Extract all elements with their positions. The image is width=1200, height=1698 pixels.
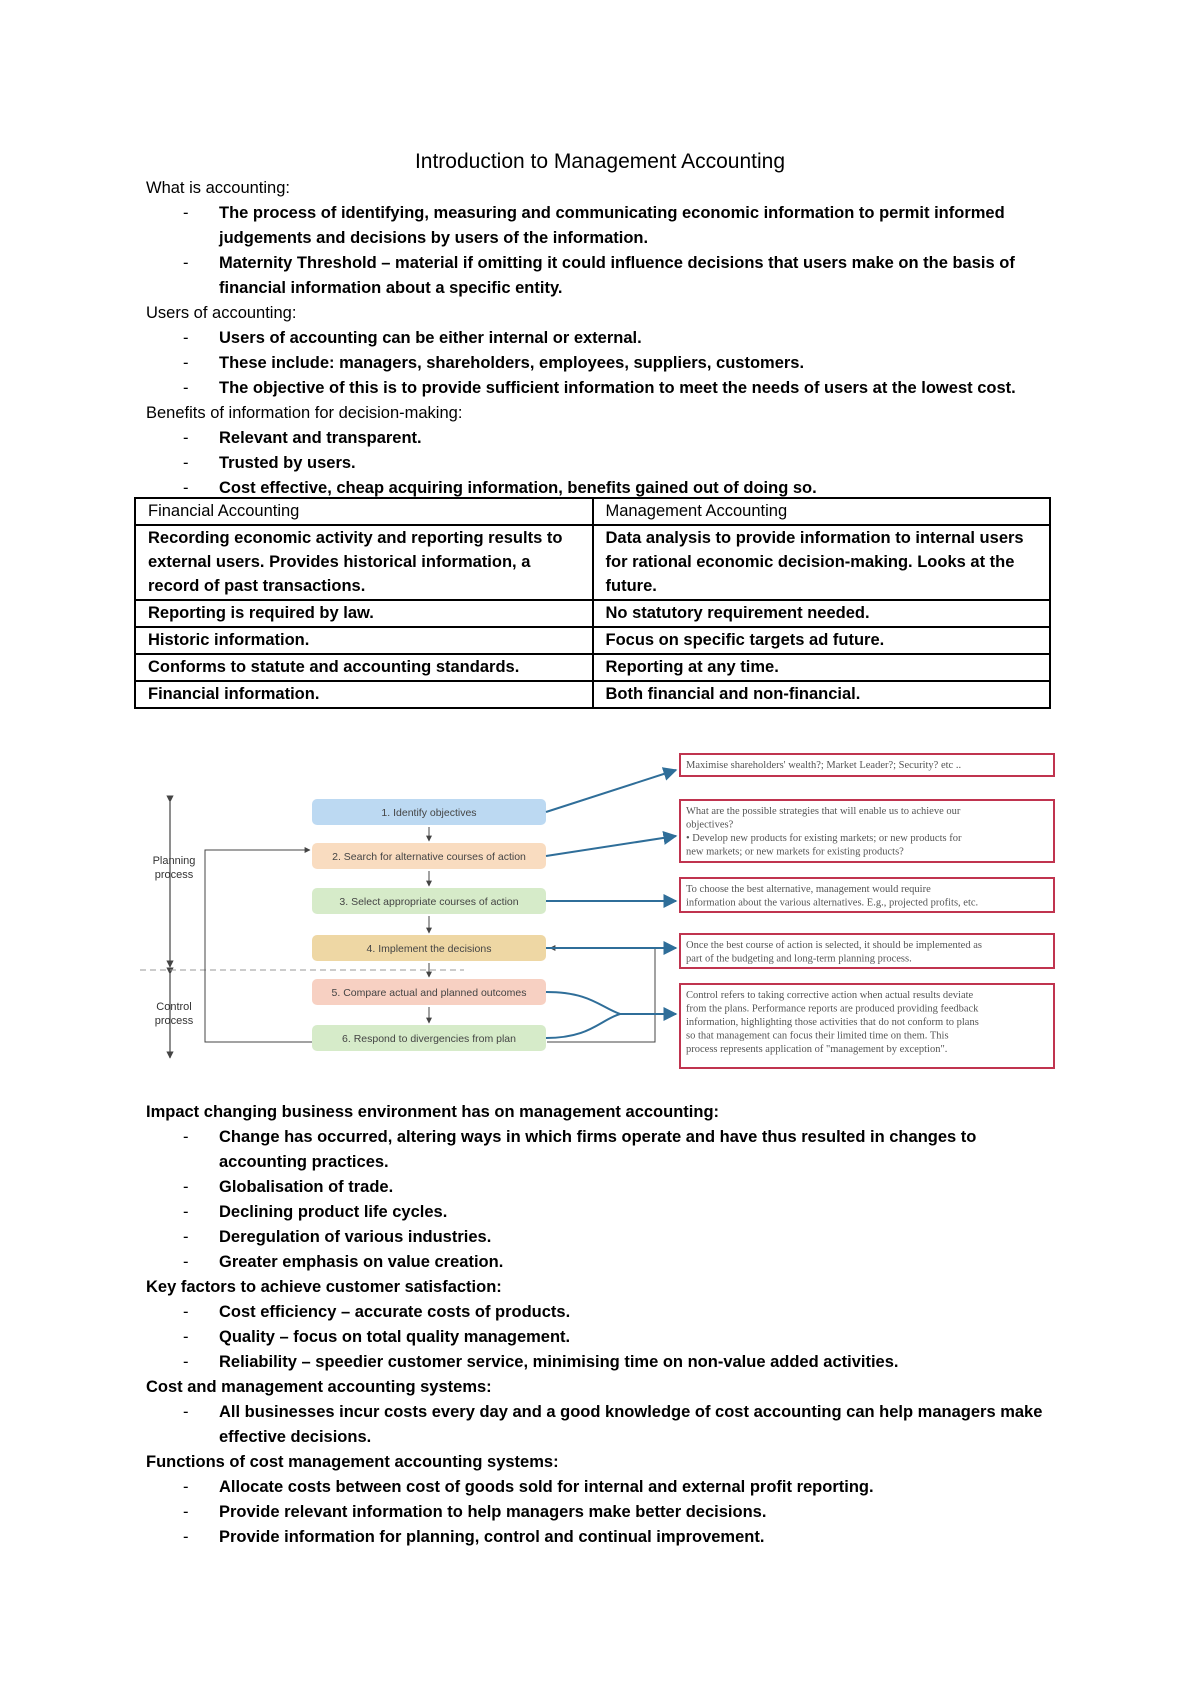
section-cost-systems xyxy=(146,1375,1066,1450)
process-step-label: 6. Respond to divergencies from plan xyxy=(342,1033,516,1045)
note-text-line: information about the various alternatives. E.g., projected profits, etc. xyxy=(686,897,979,909)
note-text-line: so that management can focus their limited time on them. This xyxy=(686,1030,949,1042)
note-text-line: Once the best course of action is selected, it should be implemented as xyxy=(686,940,982,951)
table-cell: Reporting at any time. xyxy=(593,654,1051,681)
note-text-line: To choose the best alternative, management would require xyxy=(686,884,931,895)
note-text-line: What are the possible strategies that will enable us to achieve our xyxy=(686,806,961,817)
section-heading: Impact changing business environment has on management accounting: xyxy=(146,1103,720,1121)
control-feedback-arrow xyxy=(547,948,655,1042)
list-item: - Provide information for planning, control and continual improvement. xyxy=(183,1528,765,1546)
note-text-line: objectives? xyxy=(686,819,734,831)
list-item: - Deregulation of various industries. xyxy=(183,1228,492,1246)
section-heading: Cost and management accounting systems: xyxy=(146,1378,492,1396)
comparison-table xyxy=(134,497,1051,709)
process-step-5 xyxy=(312,979,546,1005)
list-item: - Globalisation of trade. xyxy=(183,1178,394,1196)
section-top-block xyxy=(146,176,1066,501)
section-bottom-block xyxy=(146,1100,1066,1550)
list-item: - The objective of this is to provide sufficient information to meet the needs of users at the lowest cost. xyxy=(183,379,1016,397)
table-header-financial: Financial Accounting xyxy=(135,498,593,525)
management-process-diagram xyxy=(140,752,1060,1070)
note-text-line: • Develop new products for existing markets; or new products for xyxy=(686,833,962,844)
process-step-label: 4. Implement the decisions xyxy=(366,943,492,955)
process-step-6 xyxy=(312,1025,546,1051)
list-item: - The process of identifying, measuring and communicating economic information to permit informed judgements and decisions by users of the information. xyxy=(183,204,1005,247)
note-box-1 xyxy=(680,754,1054,776)
list-item: - Cost efficiency – accurate costs of products. xyxy=(183,1303,571,1321)
section-heading: What is accounting: xyxy=(146,179,290,197)
table-cell: Financial information. xyxy=(135,681,593,708)
process-step-2 xyxy=(312,843,546,869)
table-cell: Focus on specific targets ad future. xyxy=(593,627,1051,654)
note-text-line: information, highlighting those activities that do not conform to plans xyxy=(686,1017,979,1028)
table-header-row xyxy=(135,498,1050,525)
process-step-label: 5. Compare actual and planned outcomes xyxy=(331,987,527,999)
note-box-3 xyxy=(680,878,1054,912)
list-item: - Users of accounting can be either internal or external. xyxy=(183,329,642,347)
section-heading: Functions of cost management accounting systems: xyxy=(146,1453,559,1471)
table-cell: No statutory requirement needed. xyxy=(593,600,1051,627)
process-step-label: 3. Select appropriate courses of action xyxy=(339,896,519,908)
table-cell: Recording economic activity and reporting results to external users. Provides historical information, a record of past transactions. xyxy=(135,525,593,600)
feedback-loop-arrow xyxy=(205,850,312,1042)
note-text-line: new markets; or new markets for existing products? xyxy=(686,846,904,858)
section-cost-functions xyxy=(146,1450,1066,1550)
note-boxes xyxy=(680,754,1054,1068)
table-cell: Reporting is required by law. xyxy=(135,600,593,627)
note-text-line: Control refers to taking corrective action when actual results deviate xyxy=(686,990,974,1001)
note-text-line: process represents application of "management by exception". xyxy=(686,1044,948,1055)
section-business-environment xyxy=(146,1100,1066,1275)
section-heading: Key factors to achieve customer satisfaction: xyxy=(146,1278,502,1296)
diagram-svg xyxy=(140,752,1060,1070)
section-customer-satisfaction xyxy=(146,1275,1066,1375)
section-what-is-accounting xyxy=(146,176,1066,301)
table-row xyxy=(135,525,1050,600)
connector-arrow-2 xyxy=(546,836,676,856)
section-heading: Users of accounting: xyxy=(146,304,297,322)
list-item: - Maternity Threshold – material if omitting it could influence decisions that users make on the basis of financial information about a specific entity. xyxy=(183,254,1015,297)
section-heading: Benefits of information for decision-making: xyxy=(146,404,463,422)
note-box-5 xyxy=(680,984,1054,1068)
table-header-management: Management Accounting xyxy=(593,498,1051,525)
note-box-2 xyxy=(680,800,1054,862)
table-cell: Data analysis to provide information to internal users for rational economic decision-making. Looks at the future. xyxy=(593,525,1051,600)
list-item: - Declining product life cycles. xyxy=(183,1203,448,1221)
note-text-line: part of the budgeting and long-term planning process. xyxy=(686,953,912,965)
table-cell: Conforms to statute and accounting standards. xyxy=(135,654,593,681)
connector-arrow-6 xyxy=(546,1014,620,1038)
list-item: - Allocate costs between cost of goods sold for internal and external profit reporting. xyxy=(183,1478,874,1496)
list-item: - Cost effective, cheap acquiring information, benefits gained out of doing so. xyxy=(183,479,817,497)
table-row xyxy=(135,654,1050,681)
page-title: Introduction to Management Accounting xyxy=(414,150,786,173)
list-item: - These include: managers, shareholders, employees, suppliers, customers. xyxy=(183,354,805,372)
table-cell: Historic information. xyxy=(135,627,593,654)
list-item: - Greater emphasis on value creation. xyxy=(183,1253,504,1271)
section-users-of-accounting xyxy=(146,301,1066,401)
table-row xyxy=(135,627,1050,654)
connector-arrow-1 xyxy=(546,770,676,812)
process-step-4 xyxy=(312,935,546,961)
list-item: - Quality – focus on total quality management. xyxy=(183,1328,571,1346)
list-item: - Relevant and transparent. xyxy=(183,429,422,447)
list-item: - All businesses incur costs every day and a good knowledge of cost accounting can help managers make effective decisions. xyxy=(183,1403,1043,1446)
list-item: - Trusted by users. xyxy=(183,454,356,472)
note-text-line: from the plans. Performance reports are produced providing feedback xyxy=(686,1003,979,1015)
note-box-4 xyxy=(680,934,1054,968)
section-benefits-of-information xyxy=(146,401,1066,501)
control-process-label: Control process xyxy=(154,1001,194,1027)
note-text-line: Maximise shareholders' wealth?; Market Leader?; Security? etc .. xyxy=(686,760,962,771)
connector-arrow-5 xyxy=(546,992,676,1014)
process-step-1 xyxy=(312,799,546,825)
list-item: - Provide relevant information to help managers make better decisions. xyxy=(183,1503,767,1521)
list-item: - Change has occurred, altering ways in which firms operate and have thus resulted in changes to accounting practices. xyxy=(183,1128,977,1171)
planning-process-label: Planning process xyxy=(152,855,196,881)
table-row xyxy=(135,600,1050,627)
process-step-label: 1. Identify objectives xyxy=(381,807,477,819)
table-cell: Both financial and non-financial. xyxy=(593,681,1051,708)
process-step-label: 2. Search for alternative courses of action xyxy=(332,851,526,863)
list-item: - Reliability – speedier customer service, minimising time on non-value added activities. xyxy=(183,1353,899,1371)
table-row xyxy=(135,681,1050,708)
process-step-3 xyxy=(312,888,546,914)
